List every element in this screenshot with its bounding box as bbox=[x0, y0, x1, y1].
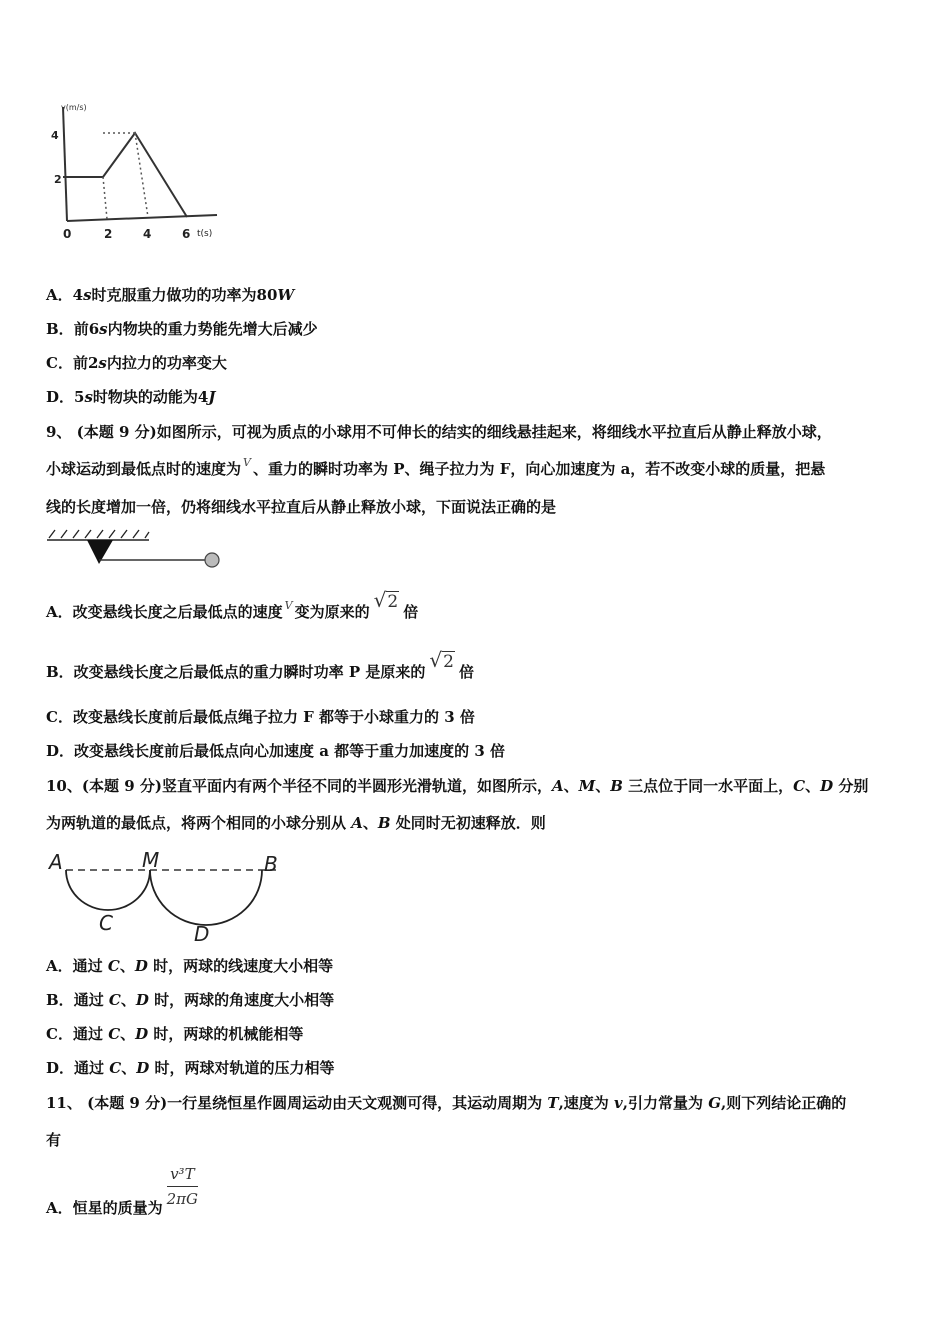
q10-option-b: B．通过 C、D 时，两球的角速度大小相等 bbox=[46, 991, 335, 1009]
x-axis bbox=[67, 215, 217, 221]
q9-option-c: C．改变悬线长度前后最低点绳子拉力 F 都等于小球重力的 3 倍 bbox=[46, 708, 475, 726]
y-axis-label: v(m/s) bbox=[61, 103, 87, 112]
x-axis-label: t(s) bbox=[197, 229, 213, 239]
label-d: D bbox=[194, 922, 210, 945]
q9-stem-line1: 9、 (本题 9 分)如图所示，可视为质点的小球用不可伸长的结实的细线悬挂起来，将细线水平拉直后从静止释放小球， bbox=[46, 423, 832, 441]
q9-option-d: D．改变悬线长度前后最低点向心加速度 a 都等于重力加速度的 3 倍 bbox=[46, 742, 506, 760]
q9-option-a: A．改变悬线长度之后最低点的速度 $^V$ 变为原来的 √2 倍 bbox=[46, 588, 419, 621]
track-d bbox=[150, 870, 262, 925]
pendulum-figure bbox=[45, 528, 230, 572]
label-a: A bbox=[49, 850, 63, 874]
velocity-time-graph bbox=[45, 95, 245, 245]
q10-option-d: D．通过 C、D 时，两球对轨道的压力相等 bbox=[46, 1059, 335, 1077]
x-tick-2: 2 bbox=[104, 227, 113, 241]
q10-stem-line2: 为两轨道的最低点，将两个相同的小球分别从 A、B 处同时无初速释放．则 bbox=[46, 814, 546, 832]
q9-stem-line3: 线的长度增加一倍，仍将细线水平拉直后从静止释放小球，下面说法正确的是 bbox=[46, 498, 557, 516]
y-tick-2: 2 bbox=[54, 173, 62, 186]
y-tick-4: 4 bbox=[51, 129, 59, 142]
q9-option-b: B．改变悬线长度之后最低点的重力瞬时功率 P 是原来的 √2 倍 bbox=[46, 648, 474, 681]
q8-option-c: C．前2s内拉力的功率变大 bbox=[46, 354, 227, 372]
q11-stem-line1: 11、 (本题 9 分)一行星绕恒星作圆周运动由天文观测可得，其运动周期为 T,速度为 v,引力常量为 G,则下列结论正确的 bbox=[46, 1094, 847, 1112]
y-axis bbox=[63, 107, 67, 221]
x-tick-4: 4 bbox=[143, 227, 152, 241]
q9-stem-line2: 小球运动到最低点时的速度为 $^V$ 、重力的瞬时功率为 P、绳子拉力为 F，向心加速度为 a，若不改变小球的质量，把悬 bbox=[46, 456, 826, 478]
x-tick-6: 6 bbox=[182, 227, 191, 241]
velocity-curve bbox=[63, 133, 187, 217]
q11-stem-line2: 有 bbox=[46, 1131, 62, 1149]
semicircle-tracks-figure bbox=[44, 845, 294, 945]
q8-option-d: D．5s时物块的动能为4J bbox=[46, 388, 216, 406]
q10-option-a: A．通过 C、D 时，两球的线速度大小相等 bbox=[46, 957, 334, 975]
label-b: B bbox=[264, 852, 278, 876]
label-m: M bbox=[142, 848, 160, 872]
ball bbox=[205, 553, 219, 567]
q11-option-a: A．恒星的质量为 $\frac{\text{v³T}}{2\pi G}$ bbox=[46, 1165, 199, 1217]
label-c: C bbox=[99, 911, 113, 935]
q8-option-b: B．前6s内物块的重力势能先增大后减少 bbox=[46, 320, 318, 338]
q8-option-a: A．4s时克服重力做功的功率为80W bbox=[46, 286, 295, 304]
track-c bbox=[66, 870, 150, 910]
x-tick-0: 0 bbox=[63, 227, 72, 241]
q10-option-c: C．通过 C、D 时，两球的机械能相等 bbox=[46, 1025, 304, 1043]
q10-stem-line1: 10、(本题 9 分)竖直平面内有两个半径不同的半圆形光滑轨道，如图所示，A、M、B 三点位于同一水平面上，C、D 分别 bbox=[46, 777, 869, 795]
